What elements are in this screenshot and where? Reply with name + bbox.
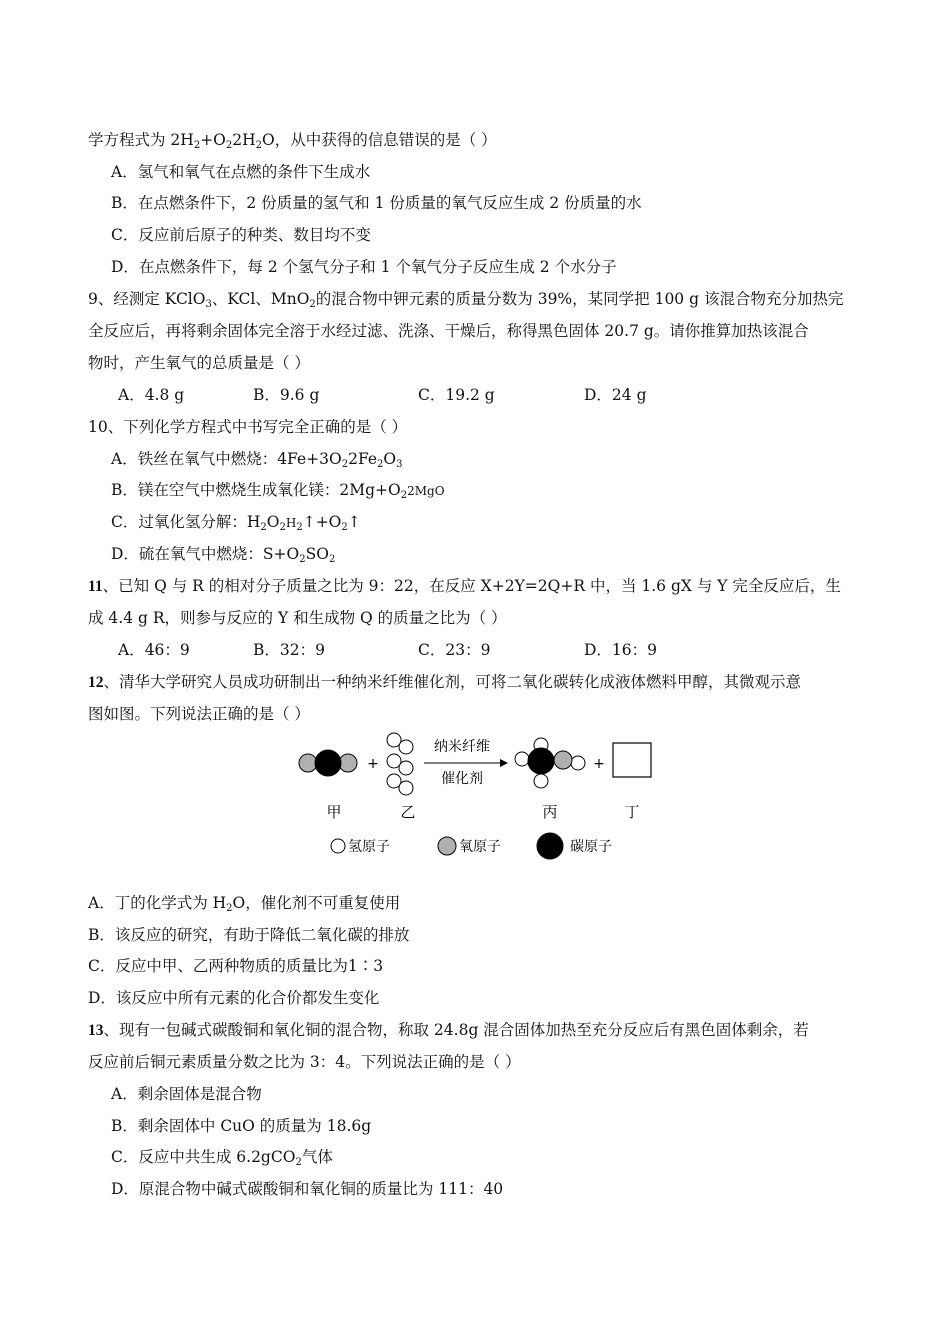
q8-option-d: D．在点燃条件下，每 2 个氢气分子和 1 个氧气分子反应生成 2 个水分子 — [111, 258, 617, 276]
hydrogen-atom — [399, 740, 413, 754]
oxygen-atom — [339, 754, 357, 772]
q9-option-b: B．9.6 g — [253, 386, 320, 404]
q9-option-c: C．19.2 g — [418, 386, 495, 404]
q8-option-c: C．反应前后原子的种类、数目均不变 — [111, 226, 371, 244]
q10-stem: 10、下列化学方程式中书写完全正确的是（ ） — [88, 418, 408, 436]
q9-stem-line3: 物时，产生氧气的总质量是（ ） — [88, 354, 310, 372]
q13-option-a: A．剩余固体是混合物 — [111, 1085, 262, 1103]
legend-carbon-swatch — [537, 833, 563, 859]
q10-option-c: C．过氧化氢分解：$H_2O_2H_2↑+O_2↑$ — [111, 513, 361, 533]
q11-option-c: C．23：9 — [418, 641, 491, 659]
q12-stem-line1: 12、清华大学研究人员成功研制出一种纳米纤维催化剂，可将二氧化碳转化成液体燃料甲醇，其微观示意 — [88, 673, 802, 691]
plus-sign: + — [593, 756, 605, 772]
arrow-head — [500, 759, 508, 767]
hydrogen-atom — [515, 752, 529, 766]
label-ding: 丁 — [624, 803, 640, 821]
arrow-label-bottom: 催化剂 — [441, 771, 483, 787]
legend-hydrogen-label: 氢原子 — [348, 839, 390, 855]
label-yi: 乙 — [400, 803, 416, 821]
q9-option-a: A．4.8 g — [118, 386, 185, 404]
reaction-diagram — [290, 725, 670, 870]
legend-carbon-label: 碳原子 — [570, 839, 612, 855]
hydrogen-atom — [399, 781, 413, 795]
q12-option-c: C．反应中甲、乙两种物质的质量比为1∶3 — [88, 957, 384, 975]
label-bing: 丙 — [542, 803, 558, 821]
q8-option-a: A．氢气和氧气在点燃的条件下生成水 — [111, 163, 371, 181]
q12-option-d: D．该反应中所有元素的化合价都发生变化 — [88, 989, 380, 1007]
carbon-atom — [528, 748, 554, 774]
legend-oxygen-label: 氧原子 — [459, 839, 501, 855]
oxygen-atom — [299, 754, 317, 772]
q8-option-b: B．在点燃条件下，2 份质量的氢气和 1 份质量的氧气反应生成 2 份质量的水 — [111, 194, 642, 212]
q13-option-d: D．原混合物中碱式碳酸铜和氧化铜的质量比为 111：40 — [111, 1180, 504, 1198]
molecule-yi — [387, 733, 413, 795]
q8-stem: 学方程式为 $2H_2+O_22H_2O$，从中获得的信息错误的是（ ） — [88, 131, 497, 151]
q9-stem-line2: 全反应后，再将剩余固体完全溶于水经过滤、洗涤、干燥后，称得黑色固体 20.7 g。请你推算加热该混合 — [88, 322, 809, 340]
molecule-bing — [515, 738, 585, 788]
q10-option-d: D．硫在氧气中燃烧：$S+O_2SO_2$ — [111, 545, 336, 565]
q11-stem-line2: 成 4.4 g R，则参与反应的 Y 和生成物 Q 的质量之比为（ ） — [88, 609, 507, 627]
q13-stem-line1: 13、现有一包碱式碳酸铜和氧化铜的混合物，称取 24.8g 混合固体加热至充分反应后有黑色固体剩余，若 — [88, 1021, 809, 1039]
molecule-jia — [299, 750, 357, 776]
q10-option-a: A．铁丝在氧气中燃烧：$4Fe+3O_22Fe_2O_3$ — [111, 450, 403, 470]
unknown-product-box — [613, 743, 651, 777]
q11-option-a: A．46：9 — [118, 641, 190, 659]
legend-hydrogen-swatch — [331, 839, 345, 853]
q9-stem-line1: 9、经测定 KClO$_3$、KCl、MnO$_2$的混合物中钾元素的质量分数为 39%，某同学把 100 g 该混合物充分加热完 — [88, 290, 844, 310]
q11-option-d: D．16：9 — [584, 641, 658, 659]
hydrogen-atom — [399, 761, 413, 775]
legend — [331, 833, 612, 859]
q11-stem-line1: 11、已知 Q 与 R 的相对分子质量之比为 9：22，在反应 X+2Y=2Q+R 中，当 1.6 gX 与 Y 完全反应后，生 — [88, 577, 841, 595]
carbon-atom — [315, 750, 341, 776]
q13-option-c: C．反应中共生成 6.2gCO$_2$气体 — [111, 1148, 333, 1168]
hydrogen-atom — [571, 756, 585, 770]
plus-sign: + — [367, 756, 379, 772]
q11-option-b: B．32：9 — [253, 641, 325, 659]
q12-option-b: B．该反应的研究，有助于降低二氧化碳的排放 — [88, 926, 410, 944]
q9-option-d: D．24 g — [584, 386, 647, 404]
label-jia: 甲 — [326, 803, 342, 821]
hydrogen-atom — [534, 774, 548, 788]
arrow-label-top: 纳米纤维 — [434, 739, 490, 755]
oxygen-atom — [554, 751, 572, 769]
legend-oxygen-swatch — [438, 837, 456, 855]
q12-option-a: A．丁的化学式为 $H_2O$，催化剂不可重复使用 — [88, 894, 401, 914]
q13-option-b: B．剩余固体中 CuO 的质量为 18.6g — [111, 1117, 372, 1135]
q10-option-b: B．镁在空气中燃烧生成氧化镁：$2Mg+O_22MgO$ — [111, 481, 445, 501]
q13-stem-line2: 反应前后铜元素质量分数之比为 3：4。下列说法正确的是（ ） — [88, 1053, 521, 1071]
q12-stem-line2: 图如图。下列说法正确的是（ ） — [88, 705, 310, 723]
